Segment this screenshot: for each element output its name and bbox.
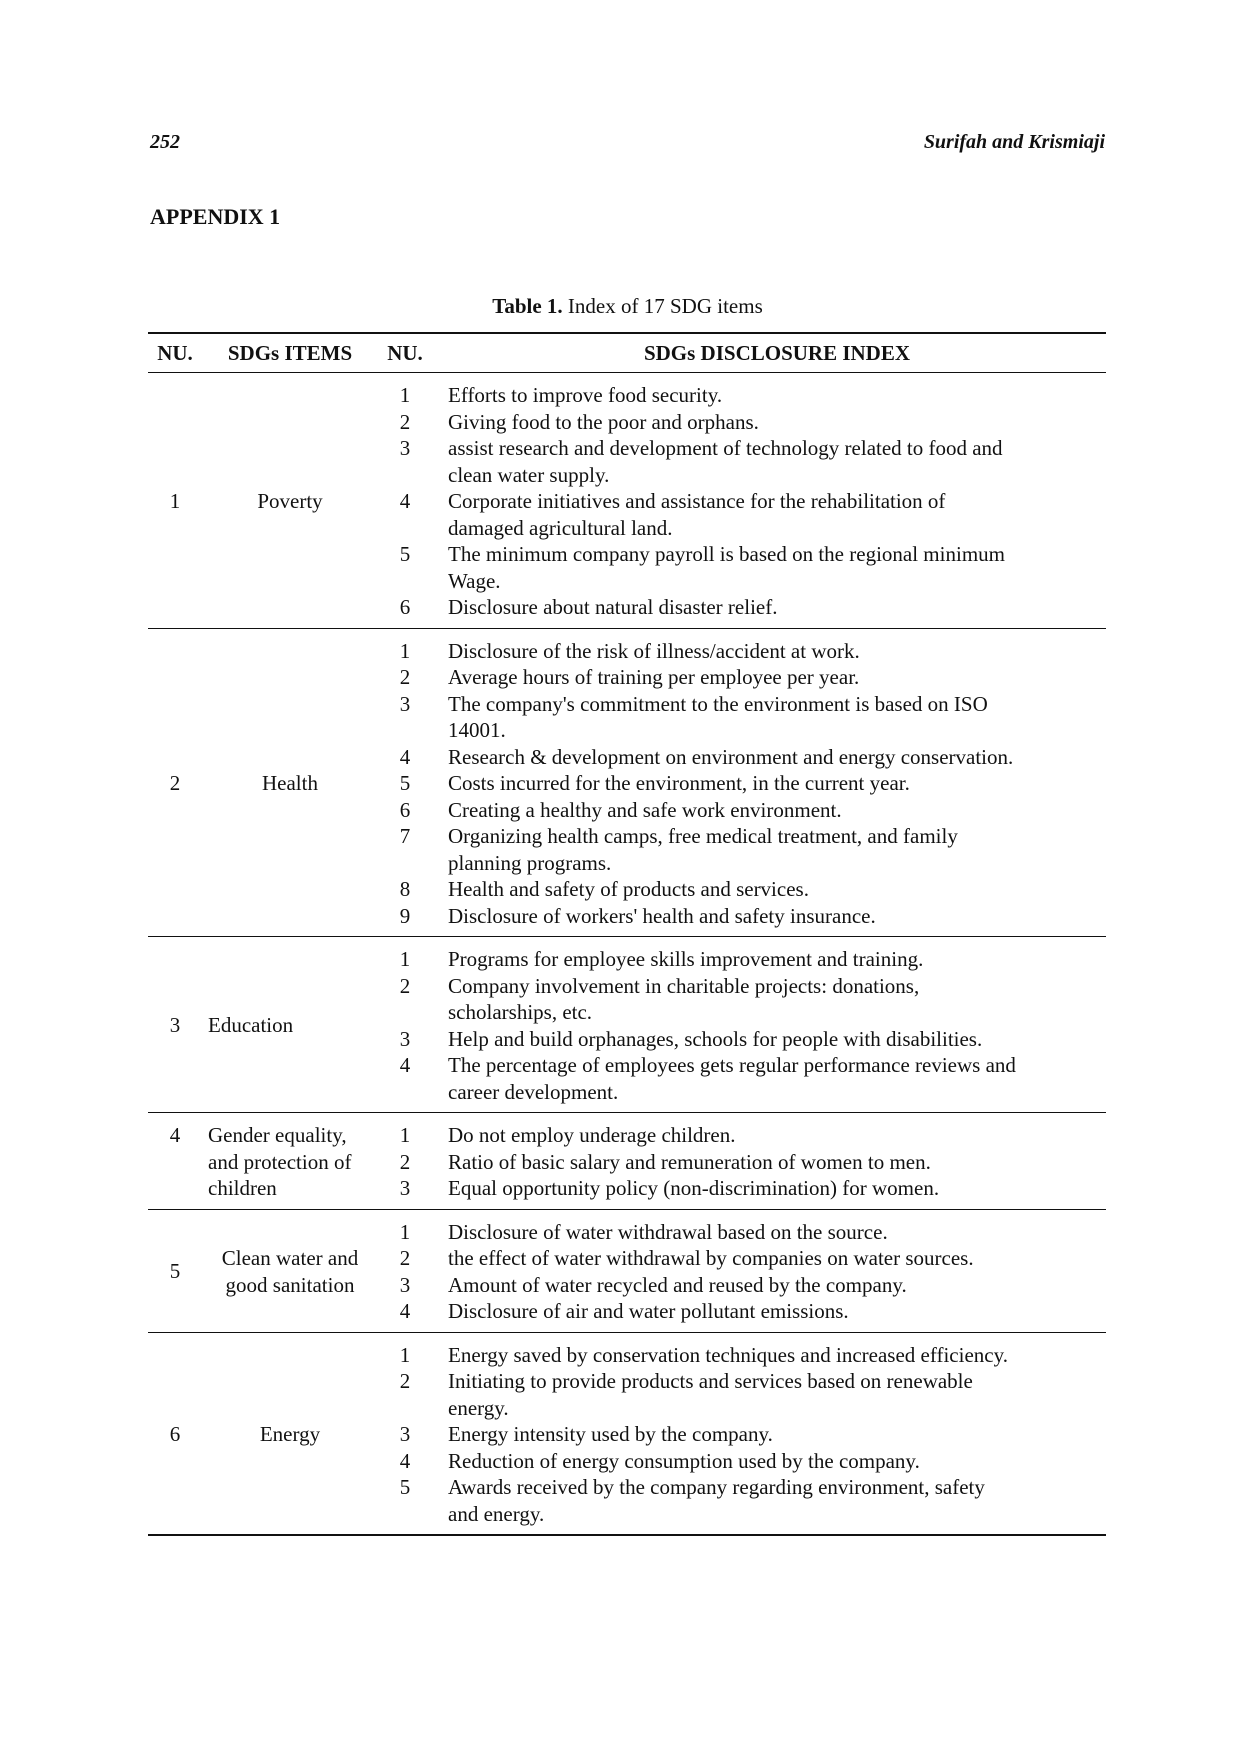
index-number: 4	[399, 744, 411, 769]
sdg-number: 5	[169, 1259, 181, 1284]
index-number: 3	[399, 1026, 411, 1051]
index-number: 3	[399, 1176, 411, 1200]
index-number-cell	[378, 937, 432, 1113]
disclosure-item-line: Programs for employee skills improvement and training.	[448, 947, 924, 971]
table-caption	[150, 294, 1105, 319]
index-number: 1	[399, 383, 411, 407]
index-number: 3	[399, 691, 411, 716]
disclosure-index-cell	[432, 1113, 1106, 1210]
disclosure-item-line: Giving food to the poor and orphans.	[448, 409, 759, 434]
index-number	[378, 1395, 432, 1422]
disclosure-item-line: Average hours of training per employee per year.	[448, 665, 860, 689]
header-disclosure-index: SDGs DISCLOSURE INDEX	[643, 341, 911, 366]
table-body	[148, 373, 1106, 1536]
disclosure-item-line: Efforts to improve food security.	[448, 383, 723, 407]
index-number: 5	[399, 542, 411, 566]
sdg-item-name: Clean water and good sanitation	[221, 1246, 359, 1297]
index-number	[378, 568, 432, 595]
table-header-row	[148, 333, 1106, 373]
index-number: 1	[399, 947, 411, 971]
disclosure-item-line: Disclosure of the risk of illness/accident at work.	[448, 638, 860, 663]
index-number: 2	[399, 1149, 411, 1174]
index-number: 5	[399, 1475, 411, 1499]
table-row	[148, 1209, 1106, 1332]
table-row	[148, 373, 1106, 629]
sdg-number: 6	[169, 1422, 181, 1446]
index-number	[378, 1501, 432, 1528]
disclosure-item-line: Help and build orphanages, schools for people with disabilities.	[448, 1026, 983, 1051]
table-caption-text: Index of 17 SDG items	[562, 294, 763, 318]
table-row	[148, 937, 1106, 1113]
index-number-cell	[378, 628, 432, 937]
index-number: 4	[399, 1448, 411, 1473]
appendix-heading: APPENDIX 1	[150, 204, 281, 229]
disclosure-item-line: energy.	[448, 1395, 509, 1420]
index-number: 2	[399, 1246, 411, 1270]
disclosure-item-line: Awards received by the company regarding environment, safety	[448, 1475, 985, 1499]
disclosure-item-line: Energy intensity used by the company.	[448, 1422, 773, 1446]
disclosure-item-line: The minimum company payroll is based on the regional minimum	[448, 542, 1005, 566]
index-number: 2	[399, 665, 411, 689]
index-number: 3	[399, 1422, 411, 1446]
index-number: 2	[399, 1369, 411, 1393]
disclosure-item-line: the effect of water withdrawal by companies on water sources.	[448, 1246, 974, 1270]
index-number: 8	[399, 877, 411, 901]
sdg-item-name: Health	[262, 771, 318, 795]
index-number: 3	[399, 436, 411, 460]
index-number	[378, 999, 432, 1026]
disclosure-item-line: Corporate initiatives and assistance for the rehabilitation of	[448, 489, 946, 513]
disclosure-item-line: The percentage of employees gets regular performance reviews and	[448, 1053, 1016, 1077]
disclosure-item-line: Costs incurred for the environment, in the current year.	[448, 771, 910, 795]
index-number: 1	[399, 1219, 411, 1244]
disclosure-item-line: Health and safety of products and services.	[448, 877, 809, 901]
sdg-number: 1	[169, 489, 181, 513]
index-number: 6	[399, 595, 411, 619]
disclosure-item-line: The company's commitment to the environment is based on ISO	[448, 691, 988, 716]
index-number: 5	[399, 771, 411, 795]
disclosure-item-line: Ratio of basic salary and remuneration of women to men.	[448, 1149, 931, 1174]
table-row	[148, 1113, 1106, 1210]
sdg-item-name: Education	[208, 1013, 294, 1038]
running-head	[150, 131, 1105, 154]
index-number	[378, 1079, 432, 1106]
sdg-item-name: Poverty	[257, 489, 323, 513]
disclosure-item-line: Disclosure of workers' health and safety insurance.	[448, 903, 876, 928]
disclosure-item-line: Do not employ underage children.	[448, 1123, 736, 1147]
header-nu: NU.	[157, 341, 193, 366]
index-number-cell	[378, 1113, 432, 1210]
sdg-item-name: Energy	[259, 1422, 321, 1446]
disclosure-item-line: Disclosure of water withdrawal based on the source.	[448, 1219, 888, 1244]
index-number: 1	[399, 638, 411, 663]
disclosure-index-cell	[432, 937, 1106, 1113]
author-names: Surifah and Krismiaji	[923, 131, 1105, 153]
disclosure-index-cell	[432, 1209, 1106, 1332]
index-number: 4	[399, 489, 411, 513]
index-number	[378, 850, 432, 877]
header-index-nu: NU.	[387, 341, 423, 366]
index-number: 3	[399, 1272, 411, 1297]
index-number: 1	[399, 1342, 411, 1367]
index-number: 2	[399, 409, 411, 434]
disclosure-item-line: career development.	[448, 1079, 619, 1104]
index-number: 9	[399, 903, 411, 928]
index-number: 6	[399, 797, 411, 822]
index-number-cell	[378, 1332, 432, 1535]
disclosure-index-cell	[432, 1332, 1106, 1535]
disclosure-item-line: planning programs.	[448, 850, 612, 875]
table-row	[148, 1332, 1106, 1535]
table-caption-label: Table 1.	[492, 294, 563, 318]
index-number: 1	[399, 1123, 411, 1147]
header-sdgs-items: SDGs ITEMS	[227, 341, 353, 366]
disclosure-item-line: Creating a healthy and safe work environment.	[448, 797, 842, 822]
index-number	[378, 462, 432, 489]
disclosure-item-line: assist research and development of technology related to food and	[448, 436, 1003, 460]
disclosure-item-line: Amount of water recycled and reused by the company.	[448, 1272, 907, 1297]
index-number-cell	[378, 373, 432, 629]
disclosure-item-line: damaged agricultural land.	[448, 515, 673, 540]
sdg-number: 2	[169, 771, 181, 795]
page-number: 252	[150, 131, 180, 153]
index-number: 7	[399, 824, 411, 848]
sdg-number: 4	[169, 1123, 181, 1147]
disclosure-item-line: Research & development on environment and energy conservation.	[448, 744, 1014, 769]
disclosure-item-line: and energy.	[448, 1501, 545, 1526]
disclosure-item-line: scholarships, etc.	[448, 1000, 593, 1024]
disclosure-item-line: Disclosure of air and water pollutant emissions.	[448, 1299, 849, 1323]
index-number: 2	[399, 973, 411, 998]
sdg-item-name: Gender equality, and protection of children	[208, 1123, 352, 1200]
index-number: 4	[399, 1299, 411, 1323]
index-number	[378, 515, 432, 542]
index-number: 4	[399, 1053, 411, 1077]
index-number	[378, 717, 432, 744]
disclosure-item-line: Initiating to provide products and services based on renewable	[448, 1369, 973, 1393]
disclosure-item-line: Organizing health camps, free medical treatment, and family	[448, 824, 958, 848]
sdg-index-table	[148, 332, 1106, 1536]
disclosure-item-line: Energy saved by conservation techniques and increased efficiency.	[448, 1342, 1008, 1367]
sdg-number: 3	[169, 1013, 181, 1038]
disclosure-item-line: Company involvement in charitable projects: donations,	[448, 973, 920, 998]
disclosure-item-line: clean water supply.	[448, 462, 610, 487]
disclosure-index-cell	[432, 628, 1106, 937]
disclosure-item-line: Reduction of energy consumption used by the company.	[448, 1448, 920, 1473]
disclosure-item-line: Wage.	[448, 568, 501, 593]
disclosure-index-cell	[432, 373, 1106, 629]
index-number-cell	[378, 1209, 432, 1332]
disclosure-item-line: Equal opportunity policy (non-discrimination) for women.	[448, 1176, 940, 1200]
disclosure-item-line: Disclosure about natural disaster relief.	[448, 595, 778, 619]
table-row	[148, 628, 1106, 937]
disclosure-item-line: 14001.	[448, 718, 506, 742]
